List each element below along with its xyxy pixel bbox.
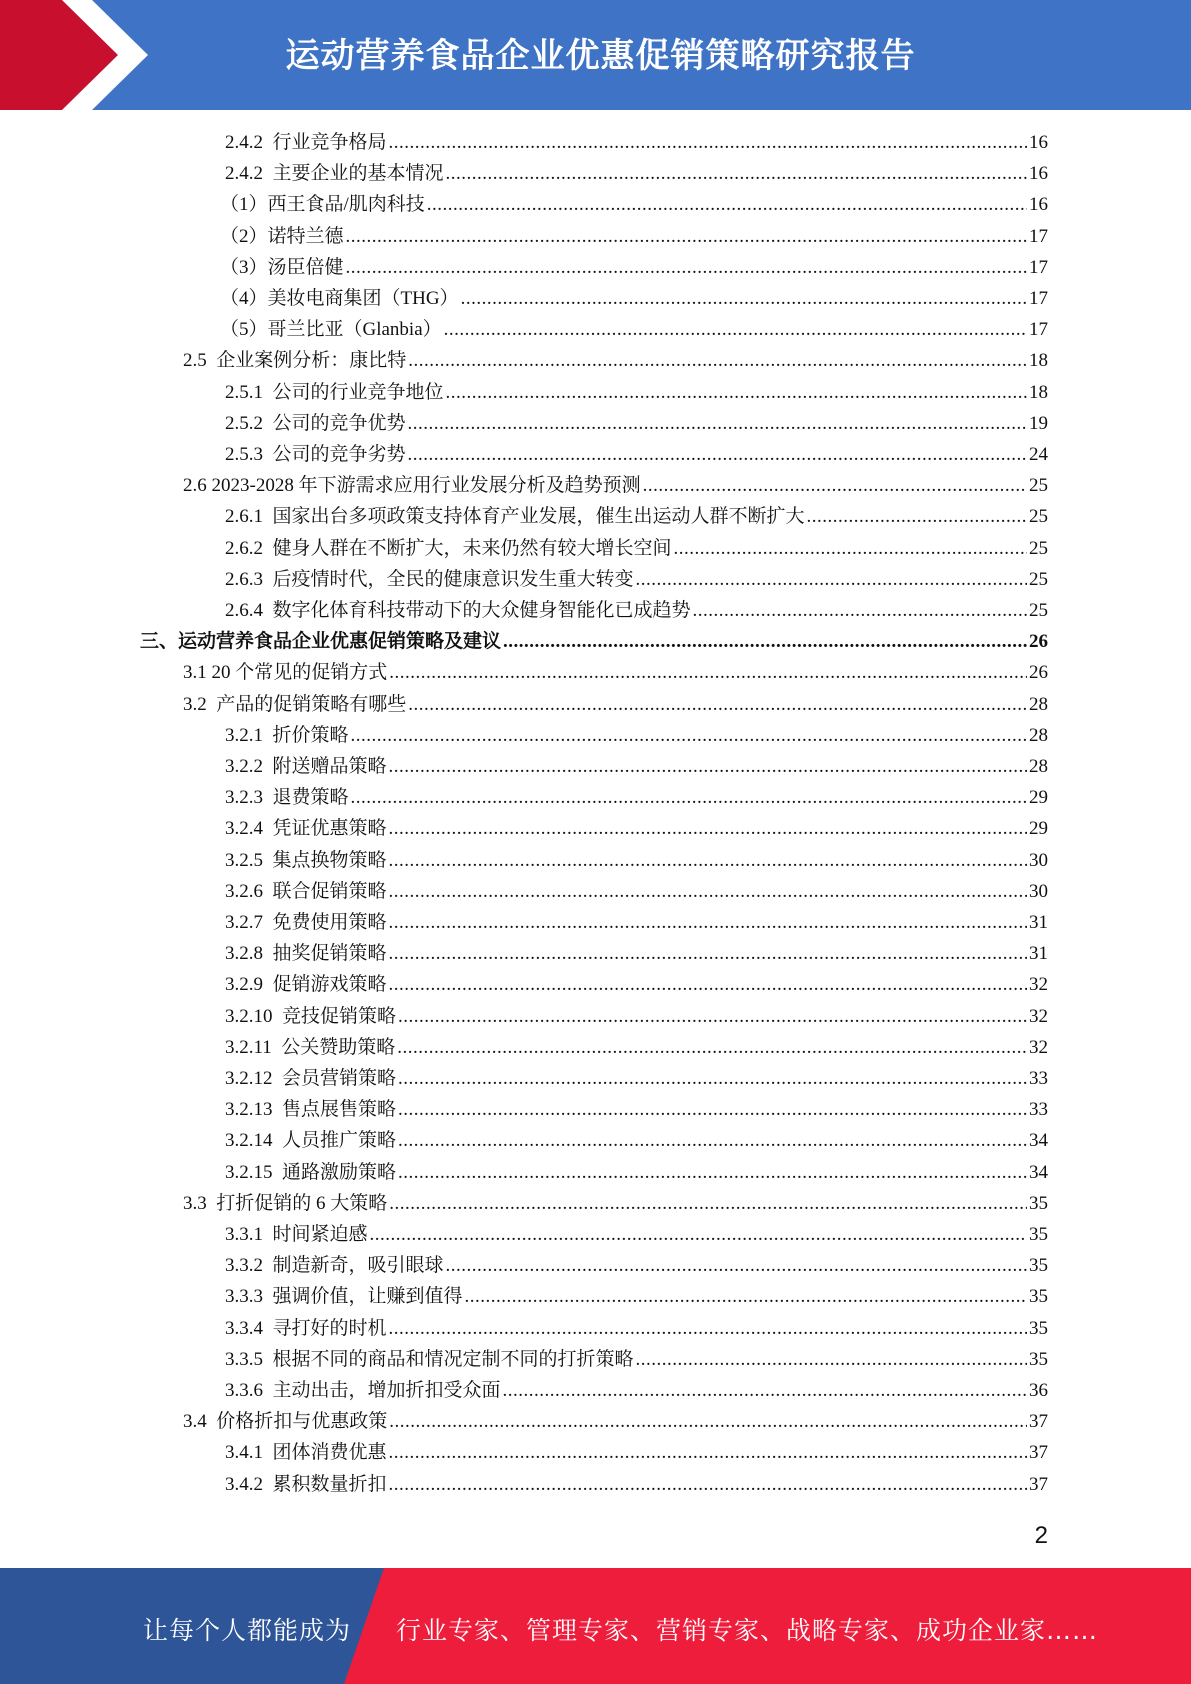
toc-entry-page: 35 xyxy=(1029,1255,1048,1276)
toc-entry-page: 28 xyxy=(1029,725,1048,746)
toc-dot-leader xyxy=(444,314,1027,345)
toc-entry[interactable] xyxy=(220,252,1048,283)
toc-entry-page: 25 xyxy=(1029,600,1048,621)
toc-entry[interactable] xyxy=(225,907,1048,938)
toc-entry-label: 3.3.5 根据不同的商品和情况定制不同的打折策略 xyxy=(225,1349,634,1370)
toc-entry-label: 3.3 打折促销的 6 大策略 xyxy=(183,1193,388,1214)
toc-entry-label: 2.5.2 公司的竞争优势 xyxy=(225,413,406,434)
toc-entry-page: 16 xyxy=(1029,132,1048,153)
toc-entry-label: 3.2.12 会员营销策略 xyxy=(225,1068,397,1089)
toc-entry[interactable] xyxy=(225,1313,1048,1344)
toc-dot-leader xyxy=(461,283,1027,314)
toc-dot-leader xyxy=(398,1001,1027,1032)
toc-dot-leader xyxy=(351,720,1027,751)
toc-entry-label: 2.6.2 健身人群在不断扩大，未来仍然有较大增长空间 xyxy=(225,538,672,559)
toc-entry[interactable] xyxy=(225,969,1048,1000)
header-banner xyxy=(0,0,1191,110)
toc-entry[interactable] xyxy=(183,1406,1048,1437)
toc-entry-label: 3.2.2 附送赠品策略 xyxy=(225,756,387,777)
toc-dot-leader xyxy=(389,1313,1027,1344)
toc-entry-label: 3.2.13 售点展售策略 xyxy=(225,1099,397,1120)
toc-entry-label: 3.4.2 累积数量折扣 xyxy=(225,1474,387,1495)
toc-entry-label: 3.4.1 团体消费优惠 xyxy=(225,1442,387,1463)
toc-entry-page: 29 xyxy=(1029,787,1048,808)
toc-entry[interactable] xyxy=(225,1157,1048,1188)
toc-entry-page: 17 xyxy=(1029,319,1048,340)
toc-dot-leader xyxy=(389,813,1027,844)
toc-entry-label: 3.1 20 个常见的促销方式 xyxy=(183,662,388,683)
toc-dot-leader xyxy=(465,1281,1027,1312)
toc-entry-label: （1）西王食品/肌肉科技 xyxy=(220,194,425,215)
toc-dot-leader xyxy=(503,626,1027,657)
toc-entry-label: 3.4 价格折扣与优惠政策 xyxy=(183,1411,388,1432)
toc-entry[interactable] xyxy=(225,158,1048,189)
toc-dot-leader xyxy=(427,189,1027,220)
toc-entry-label: 3.3.2 制造新奇，吸引眼球 xyxy=(225,1255,444,1276)
toc-entry-label: 3.2.1 折价策略 xyxy=(225,725,349,746)
toc-dot-leader xyxy=(643,470,1027,501)
toc-entry[interactable] xyxy=(225,408,1048,439)
toc-entry[interactable] xyxy=(225,1281,1048,1312)
toc-dot-leader xyxy=(346,221,1027,252)
toc-entry[interactable] xyxy=(225,127,1048,158)
toc-entry-page: 30 xyxy=(1029,881,1048,902)
toc-entry-label: 3.3.4 寻打好的时机 xyxy=(225,1318,387,1339)
toc-dot-leader xyxy=(408,408,1027,439)
toc-entry-label: 3.2.3 退费策略 xyxy=(225,787,349,808)
toc-entry-page: 35 xyxy=(1029,1286,1048,1307)
footer-tagline: 行业专家、管理专家、营销专家、战略专家、成功企业家…… xyxy=(396,1616,1099,1645)
toc-entry-label: 3.2.6 联合促销策略 xyxy=(225,881,387,902)
toc-entry-page: 35 xyxy=(1029,1224,1048,1245)
toc-entry-label: 3.3.1 时间紧迫感 xyxy=(225,1224,368,1245)
toc-entry[interactable] xyxy=(183,470,1048,501)
toc-entry-page: 17 xyxy=(1029,257,1048,278)
toc-entry-page: 26 xyxy=(1029,662,1048,683)
toc-entry[interactable] xyxy=(225,1437,1048,1468)
toc-entry[interactable] xyxy=(225,595,1048,626)
toc-entry-page: 32 xyxy=(1029,1006,1048,1027)
toc-entry[interactable] xyxy=(183,689,1048,720)
toc-entry-label: （5）哥兰比亚（Glanbia） xyxy=(220,319,442,340)
toc-entry[interactable] xyxy=(225,1250,1048,1281)
toc-dot-leader xyxy=(503,1375,1027,1406)
toc-entry-page: 16 xyxy=(1029,163,1048,184)
toc-entry[interactable] xyxy=(140,626,1048,657)
toc-entry-label: 2.5.3 公司的竞争劣势 xyxy=(225,444,406,465)
toc-entry[interactable] xyxy=(220,189,1048,220)
toc-entry-page: 17 xyxy=(1029,226,1048,247)
toc-entry-page: 26 xyxy=(1029,631,1048,652)
toc-entry[interactable] xyxy=(220,314,1048,345)
toc-dot-leader xyxy=(636,564,1027,595)
toc-entry[interactable] xyxy=(225,564,1048,595)
toc-entry[interactable] xyxy=(220,221,1048,252)
toc-entry-page: 35 xyxy=(1029,1193,1048,1214)
toc-entry[interactable] xyxy=(225,501,1048,532)
toc-entry[interactable] xyxy=(225,938,1048,969)
toc-dot-leader xyxy=(370,1219,1027,1250)
toc-entry[interactable] xyxy=(225,720,1048,751)
toc-dot-leader xyxy=(389,969,1027,1000)
toc-entry-label: 3.3.3 强调价值，让赚到值得 xyxy=(225,1286,463,1307)
toc-entry-label: 三、运动营养食品企业优惠促销策略及建议 xyxy=(140,631,502,652)
toc-entry[interactable] xyxy=(225,845,1048,876)
toc-entry[interactable] xyxy=(183,657,1048,688)
toc-entry-page: 30 xyxy=(1029,850,1048,871)
toc-entry-page: 25 xyxy=(1029,569,1048,590)
toc-entry-page: 37 xyxy=(1029,1411,1048,1432)
toc-dot-leader xyxy=(408,345,1027,376)
toc-dot-leader xyxy=(389,938,1027,969)
toc-dot-leader xyxy=(398,1063,1027,1094)
toc-entry-page: 29 xyxy=(1029,818,1048,839)
toc-entry-label: 3.2.10 竞技促销策略 xyxy=(225,1006,397,1027)
toc-dot-leader xyxy=(398,1157,1027,1188)
toc-entry[interactable] xyxy=(220,283,1048,314)
toc-entry-label: 2.4.2 主要企业的基本情况 xyxy=(225,163,444,184)
toc-dot-leader xyxy=(389,907,1027,938)
toc-entry-page: 28 xyxy=(1029,756,1048,777)
toc-entry-page: 25 xyxy=(1029,475,1048,496)
toc-entry-page: 35 xyxy=(1029,1318,1048,1339)
toc-entry-label: （2）诺特兰德 xyxy=(220,226,344,247)
toc-entry[interactable] xyxy=(225,1001,1048,1032)
toc-entry-page: 32 xyxy=(1029,974,1048,995)
toc-dot-leader xyxy=(398,1094,1027,1125)
toc-entry-page: 32 xyxy=(1029,1037,1048,1058)
toc-entry-page: 31 xyxy=(1029,912,1048,933)
toc-entry[interactable] xyxy=(225,751,1048,782)
toc-entry-label: 3.2.8 抽奖促销策略 xyxy=(225,943,387,964)
toc-dot-leader xyxy=(389,1406,1027,1437)
toc-entry-page: 37 xyxy=(1029,1442,1048,1463)
toc-entry-label: 2.5.1 公司的行业竞争地位 xyxy=(225,382,444,403)
toc-entry-label: 3.2.7 免费使用策略 xyxy=(225,912,387,933)
toc-entry-label: 3.2.15 通路激励策略 xyxy=(225,1162,397,1183)
toc-entry-label: 3.2.4 凭证优惠策略 xyxy=(225,818,387,839)
toc-dot-leader xyxy=(389,1437,1027,1468)
toc-dot-leader xyxy=(351,782,1027,813)
toc-entry-label: 3.2.11 公关赞助策略 xyxy=(225,1037,396,1058)
toc-entry[interactable] xyxy=(225,439,1048,470)
toc-dot-leader xyxy=(346,252,1027,283)
toc-dot-leader xyxy=(389,876,1027,907)
toc-entry-page: 35 xyxy=(1029,1349,1048,1370)
toc-entry[interactable] xyxy=(225,533,1048,564)
toc-entry[interactable] xyxy=(183,345,1048,376)
toc-entry[interactable] xyxy=(225,1219,1048,1250)
toc-dot-leader xyxy=(389,1469,1027,1500)
toc-entry-page: 18 xyxy=(1029,382,1048,403)
toc-dot-leader xyxy=(674,533,1027,564)
toc-entry-label: （3）汤臣倍健 xyxy=(220,257,344,278)
toc-dot-leader xyxy=(389,751,1027,782)
toc-dot-leader xyxy=(446,377,1027,408)
toc-entry-label: 2.6 2023-2028 年下游需求应用行业发展分析及趋势预测 xyxy=(183,475,641,496)
toc-entry[interactable] xyxy=(225,1125,1048,1156)
toc-entry-label: 3.2.14 人员推广策略 xyxy=(225,1130,397,1151)
toc-entry-label: （4）美妆电商集团（THG） xyxy=(220,288,459,309)
toc-dot-leader xyxy=(693,595,1027,626)
toc-entry[interactable] xyxy=(225,1469,1048,1500)
toc-entry-page: 36 xyxy=(1029,1380,1048,1401)
toc-dot-leader xyxy=(807,501,1027,532)
toc-entry-label: 2.6.1 国家出台多项政策支持体育产业发展，催生出运动人群不断扩大 xyxy=(225,506,805,527)
toc-dot-leader xyxy=(397,1032,1027,1063)
report-title: 运动营养食品企业优惠促销策略研究报告 xyxy=(285,36,916,76)
toc-entry-page: 34 xyxy=(1029,1130,1048,1151)
toc-entry-label: 2.4.2 行业竞争格局 xyxy=(225,132,387,153)
toc-entry[interactable] xyxy=(225,1063,1048,1094)
toc-dot-leader xyxy=(389,1188,1027,1219)
toc-entry-page: 33 xyxy=(1029,1099,1048,1120)
toc-entry-label: 3.2 产品的促销策略有哪些 xyxy=(183,694,407,715)
toc-dot-leader xyxy=(398,1125,1027,1156)
toc-entry-label: 3.2.5 集点换物策略 xyxy=(225,850,387,871)
toc-dot-leader xyxy=(389,657,1027,688)
footer-banner xyxy=(0,1568,1191,1684)
toc-entry-page: 25 xyxy=(1029,506,1048,527)
toc-dot-leader xyxy=(389,845,1027,876)
toc-entry-page: 34 xyxy=(1029,1162,1048,1183)
toc-dot-leader xyxy=(636,1344,1027,1375)
toc-dot-leader xyxy=(389,127,1027,158)
toc-entry[interactable] xyxy=(225,813,1048,844)
toc-entry-page: 24 xyxy=(1029,444,1048,465)
toc-entry-page: 17 xyxy=(1029,288,1048,309)
toc-entry-label: 2.6.3 后疫情时代，全民的健康意识发生重大转变 xyxy=(225,569,634,590)
page-number: 2 xyxy=(1034,1522,1048,1549)
toc-entry-page: 31 xyxy=(1029,943,1048,964)
toc-entry[interactable] xyxy=(225,377,1048,408)
toc-dot-leader xyxy=(408,439,1027,470)
toc-dot-leader xyxy=(446,158,1027,189)
toc-entry-page: 37 xyxy=(1029,1474,1048,1495)
toc-entry[interactable] xyxy=(183,1188,1048,1219)
toc-entry-label: 2.6.4 数字化体育科技带动下的大众健身智能化已成趋势 xyxy=(225,600,691,621)
toc-entry-label: 3.3.6 主动出击，增加折扣受众面 xyxy=(225,1380,501,1401)
toc-entry-page: 33 xyxy=(1029,1068,1048,1089)
toc-entry-page: 16 xyxy=(1029,194,1048,215)
toc-entry-page: 25 xyxy=(1029,538,1048,559)
toc-entry[interactable] xyxy=(225,876,1048,907)
toc-entry[interactable] xyxy=(225,1344,1048,1375)
toc-dot-leader xyxy=(408,689,1027,720)
toc-entry[interactable] xyxy=(225,1032,1048,1063)
toc-dot-leader xyxy=(446,1250,1027,1281)
toc-entry[interactable] xyxy=(225,782,1048,813)
toc-entry-label: 2.5 企业案例分析：康比特 xyxy=(183,350,407,371)
toc-entry-page: 28 xyxy=(1029,694,1048,715)
toc-entry[interactable] xyxy=(225,1094,1048,1125)
footer-slogan: 让每个人都能成为 xyxy=(143,1616,352,1645)
toc-entry[interactable] xyxy=(225,1375,1048,1406)
toc-entry-page: 18 xyxy=(1029,350,1048,371)
toc-entry-label: 3.2.9 促销游戏策略 xyxy=(225,974,387,995)
toc-entry-page: 19 xyxy=(1029,413,1048,434)
